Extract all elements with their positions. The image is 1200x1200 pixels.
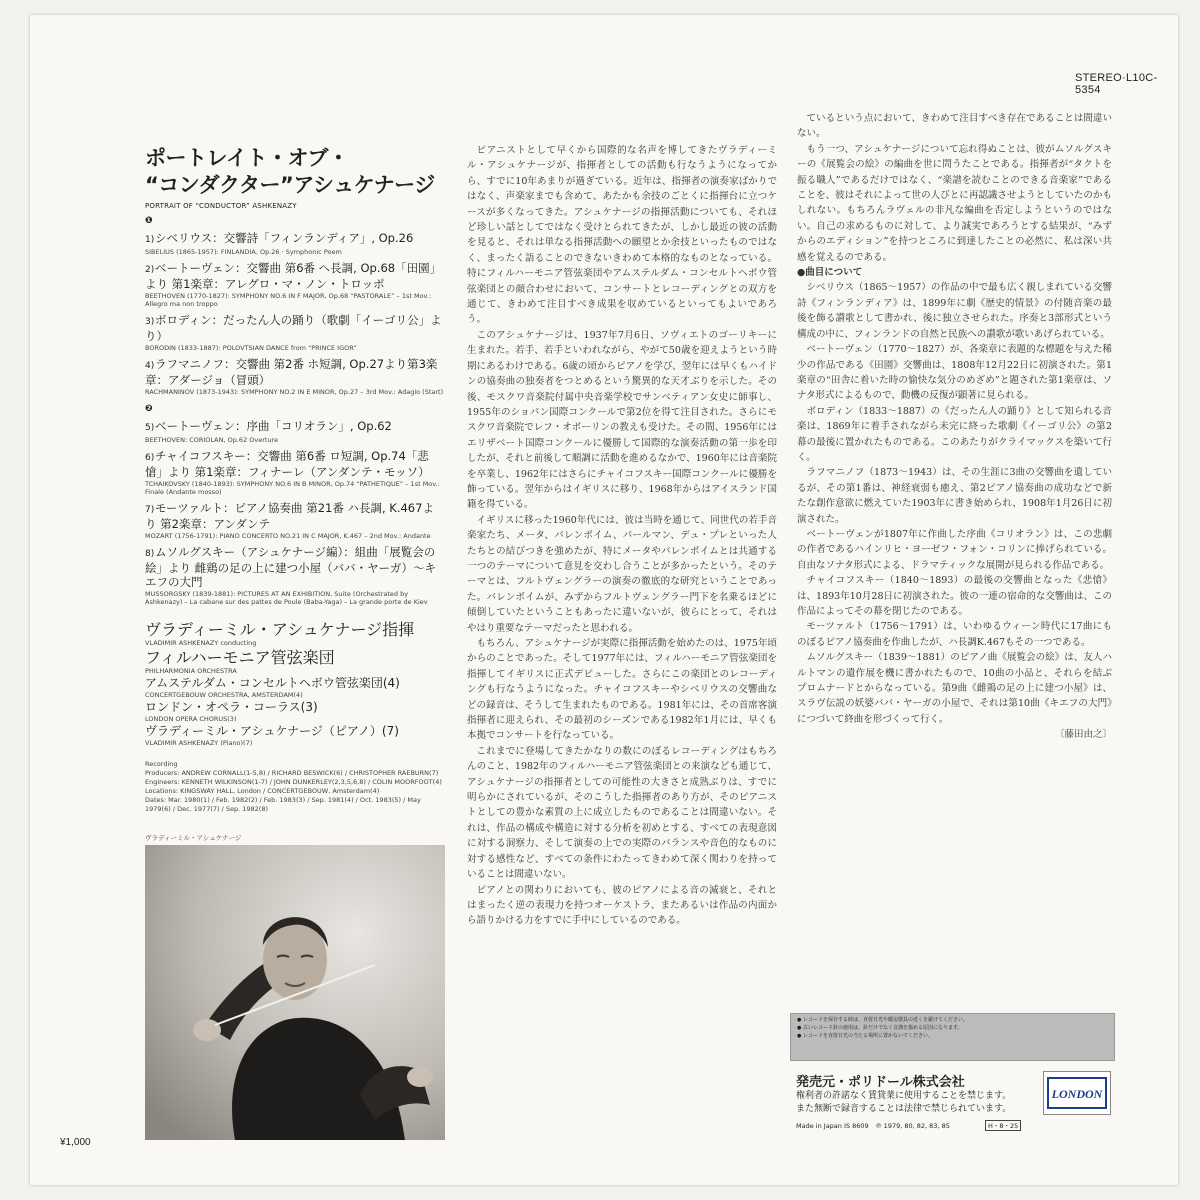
author-signature: 〔藤田由之〕: [1054, 729, 1112, 741]
track-title-jp: [145, 545, 445, 589]
track: [145, 449, 445, 496]
liner-paragraph: シベリウス（1865～1957）の作品の中で最も広く親しまれている交響詩《フィンランディア》は、1899年に劇《歴史的情景》の付随音楽の最後を飾る讃歌として書かれ、後に独立させられた。序奏と3部形式という構成の中に、フィンランドの自然と民族への讃歌が歌いあげられている。: [797, 282, 1112, 340]
liner-paragraph: もちろん、アシュケナージが実際に指揮活動を始めたのは、1975年頃からのことであった。そして1977年には、フィルハーモニア管弦楽団を指揮してイギリスに正式デビューした。さらにこの楽団とのレコーディングも行なうようになった。チャイコフスキーやシベリウスの交響曲などの録音は、そうして生まれたものである。1981年には、その首席客演指揮者に迎えられ、その最初のシーズンである1982年1月には、早くも本拠でコンサートを行なっている。: [467, 638, 777, 742]
performer-en: VLADIMIR ASHKENAZY (Piano)(7): [145, 739, 253, 747]
liner-paragraph: ピアノとの関わりにおいても、彼のピアノによる音の減衰と、それとはまったく逆の表現力を持つオーケストラ、またあるいは作品の内面から語りかける力をすでに手中にしているのである。: [467, 884, 777, 927]
rights-notice: [796, 1090, 1011, 1116]
price: ¥1,000: [60, 1137, 91, 1148]
rights-line-1: 権利者の許諾なく賃貸業に使用することを禁じます。: [796, 1091, 1012, 1101]
track-number: 3): [145, 317, 155, 327]
made-in-japan: Made in Japan IS 8609 ℗ 1979, 80, 82, 83, 85: [796, 1122, 950, 1130]
track: [145, 545, 445, 606]
track-title-jp: [145, 357, 445, 387]
photo-caption: ヴラディーミル・アシュケナージ: [145, 834, 242, 842]
performer-en: CONCERTGEBOUW ORCHESTRA, AMSTERDAM(4): [145, 691, 303, 699]
credit-line: Recording: [145, 760, 178, 768]
liner-paragraph: チャイコフスキー（1840～1893）の最後の交響曲となった《悲愴》は、1893年10月28日に初演された。彼の一連の宿命的な交響曲は、この作品によってその幕を閉じたのである。: [797, 575, 1112, 617]
performer-en: LONDON OPERA CHORUS(3): [145, 715, 237, 723]
performer-en: PHILHARMONIA ORCHESTRA: [145, 667, 237, 675]
performer-en: VLADIMIR ASHKENAZY conducting: [145, 639, 257, 647]
disc-2-tracks: [145, 419, 445, 606]
performer-jp: フィルハーモニア管弦楽団: [145, 648, 335, 667]
performers: [145, 620, 445, 748]
liner-paragraph: ボロディン（1833～1887）の《だったん人の踊り》として知られる音楽は、1869年に着手されながら未完に終った歌劇《イーゴリ公》の第2幕の最後に置かれたものである。このあたりがクライマックスを築いて行く。: [797, 405, 1112, 463]
liner-notes-column-2: [797, 111, 1112, 783]
liner-paragraph: もう一つ、アシュケナージについて忘れ得ぬことは、彼がムソルグスキーの《展覧会の絵》の編曲を世に問うたことである。指揮者が“タクトを振る職人”であるだけではなく、“楽譜を読むことのできる音楽家”であることを、彼はそれによって世の人びとに再認識させようとしていたのかもしれない。もちろんラヴェルの非凡な編曲を否定しようというのではない。自己の求めるものに対して、より誠実であろうとする結果が、“みずからのエディション”を持つところに到達したことの必然に、私は深い共感を覚えるのである。: [797, 143, 1112, 263]
track-title-jp-text: ベートーヴェン：序曲「コリオラン」, Op.62: [155, 419, 392, 433]
catalog-number: STEREO·L10C-5354: [1075, 72, 1158, 96]
track: [145, 313, 445, 352]
liner-notes-column-1: [467, 143, 777, 1153]
track: [145, 231, 445, 256]
track-title-en: MOZART (1756-1791): PIANO CONCERTO NO.21 IN C MAJOR, K.467 – 2nd Mov.: Andante: [145, 532, 431, 540]
track-title-jp-text: ムソルグスキー（アシュケナージ編）：組曲「展覧会の絵」より 雌鶏の足の上に建つ小屋（ババ・ヤーガ）～キエフの大門: [145, 545, 437, 589]
notice-line: ● レコードを保存する時は、直射日光や暖房器具の近くを避けてください。: [797, 1017, 968, 1023]
performer-jp: アムステルダム・コンセルトヘボウ管弦楽団(4): [145, 676, 400, 690]
track-number: 4): [145, 361, 155, 371]
liner-paragraph: ベートーヴェン（1770～1827）が、各楽章に表題的な標題を与えた稀少の作品である《田園》交響曲は、1808年12月22日に初演された。第1楽章の“田舎に着いた時の愉快な気分のめざめ”と題された第1楽章は、ソナタ形式によるもので、動機の反復が顕著に見られる。: [797, 344, 1112, 402]
care-notice: [790, 1013, 1115, 1061]
track-title-jp: [145, 419, 445, 435]
notice-line: ● 古いレコード針の使用は、針だけでなく音溝を傷める原因になります。: [797, 1025, 963, 1031]
album-title-english: PORTRAIT OF “CONDUCTOR” ASHKENAZY: [145, 202, 297, 210]
track-title-en: BEETHOVEN (1770-1827): SYMPHONY NO.6 IN F MAJOR, Op.68 “PASTORALE” – 1st Mov.: Allegro ma non troppo: [145, 292, 432, 308]
liner-paragraph: これまでに登場してきたかなりの数にのぼるレコーディングはもちろんのこと、1982年のフィルハーモニア管弦楽団との来演なども通じて、アシュケナージの指揮者としての可能性の大きさと成熟ぶりは、すでに明らかにされているが、そのこうした指揮者のあり方が、そのピアニストとしての豊かな素質の上に成立したものであることは間違いない。それは、作品の構成や構造に対する分析を初めとする、すべての表現意図に対する洞察力、そして演奏の上での実際のバランスや音色的なものに対する感性など、すべての条件にわたってきわめて深く関わりを持っていることは間違いない。: [467, 745, 777, 881]
notice-line: ● レコードを直射日光の当たる場所に置かないでください。: [797, 1033, 933, 1039]
performer-jp: ロンドン・オペラ・コーラス(3): [145, 700, 318, 714]
liner-paragraph: ているという点において、きわめて注目すべき存在であることは間違いない。: [797, 113, 1112, 140]
liner-paragraph: イギリスに移った1960年代には、彼は当時を通じて、同世代の若手音楽家たち、メータ、バレンボイム、パールマン、デュ・プレといった人たちとの結びつきを強めたが、特にメータやバレンボイムとは共通する一つのテーマについて意見を交わし合うことが多かったという。そのテーマとは、フルトヴェングラーの演奏の徹底的な研究ということであった。バレンボイムが、みずからフルトヴェングラー門下を名乗るほどに傾倒していたということもあったに違いないが、彼らにとって、それはやはり重要なテーマだったと思われる。: [467, 514, 777, 634]
tracklist-column: [145, 145, 445, 814]
rights-line-2: また無断で録音することは法律で禁じられています。: [796, 1104, 1012, 1114]
performer-jp: ヴラディーミル・アシュケナージ指揮: [145, 620, 415, 639]
album-title-line1: ポートレイト・オブ・: [145, 146, 349, 170]
track-title-en: RACHMANINOV (1873-1943): SYMPHONY NO.2 IN E MINOR, Op.27 – 3rd Mov.: Adagio (Start): [145, 388, 444, 396]
credit-line: Producers: ANDREW CORNALL(1-5,8) / RICHARD BESWICK(6) / CHRISTOPHER RAEBURN(7): [145, 769, 439, 777]
liner-paragraph: ムソルグスキー（1839～1881）のピアノ曲《展覧会の絵》は、友人ハルトマンの遺作展を機に書かれたもので、10曲の小品と、それらを結ぶプロムナードとからなっている。第9曲《雌鶏の足の上に建つ小屋》は、スラヴ伝説の妖婆ババ・ヤーガの小屋で、それは第10曲《キエフの大門》につづいて終曲を形づくって行く。: [797, 652, 1112, 725]
conductor-photo-illustration: [145, 845, 445, 1140]
liner-paragraph: ピアニストとして早くから国際的な名声を博してきたヴラディーミル・アシュケナージが、指揮者としての活動も行なうようになってから、すでに10年あまりが過ぎている。近年は、指揮者の演奏家ばかりではなく、声楽家までも含めて、あたかも余技のごとくに指揮台に立つケースが多くなってきた。アシュケナージの指揮活動についても、それほど珍しい話としてではなく受けとられてきたが、しかし最近の彼の活動を見ると、それは単なる指揮活動への願望とか余技といったものではなく、まったく語ることのできないきわめて本格的なものとなっている。特にフィルハーモニア管弦楽団やアムステルダム・コンセルトヘボウ管弦楽団との顔合わせにおいて、コンサートとレコーディングとの双方を通じて、きわめて注目すべき成果を収めているといってもよいであろう。: [467, 145, 777, 326]
track-title-jp: [145, 449, 445, 479]
credit-line: Locations: KINGSWAY HALL, London / CONCERTGEBOUW, Amsterdam(4): [145, 787, 380, 795]
section-heading: ●曲目について: [797, 267, 863, 279]
liner-paragraph: モーツァルト（1756～1791）は、いわゆるウィーン時代に17曲にものぼるピアノ協奏曲を作曲したが、ハ長調K.467もその一つである。: [797, 621, 1112, 648]
liner-paragraph: ラフマニノフ（1873～1943）は、その生涯に3曲の交響曲を遺しているが、その第1番は、神経衰弱も癒え、第2ピアノ協奏曲の成功などで新たな創作意欲に燃えていた1903年に書き始められ、1908年1月26日に初演された。: [797, 467, 1112, 525]
track-title-jp-text: ベートーヴェン：交響曲 第6番 ヘ長調, Op.68「田園」より 第1楽章：アレグロ・マ・ノン・トロッポ: [145, 261, 442, 291]
track-number: 7): [145, 505, 155, 515]
disc-1-tracks: [145, 231, 445, 396]
liner-paragraph: ベートーヴェンが1807年に作曲した序曲《コリオラン》は、この悲劇の作者であるハインリヒ・ヨーゼフ・フォン・コリンに捧げられている。自由なソナタ形式による、ドラマティックな展開が見られる作品である。: [797, 528, 1112, 571]
track-title-jp-text: チャイコフスキー：交響曲 第6番 ロ短調, Op.74「悲愴」より 第1楽章：フィナーレ（アンダンテ・モッソ）: [145, 449, 430, 479]
track-title-jp: [145, 231, 445, 247]
credit-line: Dates: Mar. 1980(1) / Feb. 1982(2) / Feb. 1983(3) / Sep. 1981(4) / Oct. 1983(5) / May 1979(6) / Dec. 1977(7) / Sep. 1982(8): [145, 796, 421, 813]
track-title-jp: [145, 313, 445, 343]
conductor-photo: [145, 845, 445, 1140]
london-logo-text: LONDON: [1051, 1087, 1103, 1101]
track-title-en: BORODIN (1833-1887): POLOVTSIAN DANCE from “PRINCE IGOR”: [145, 344, 357, 352]
credit-line: Engineers: KENNETH WILKINSON(1-7) / JOHN DUNKERLEY(2,3,5,6,8) / COLIN MOORFOOT(4): [145, 778, 442, 786]
track: [145, 501, 445, 540]
disc-2-label: ❷: [145, 404, 153, 414]
track-title-en: MUSSORGSKY (1839-1881): PICTURES AT AN EXHIBITION, Suite (Orchestrated by Ashkenazy) – La cabane sur des pattes de Poule (Baba-Yaga) – La grande porte de Kiev: [145, 590, 428, 606]
album-title-line2: “コンダクター”アシュケナージ: [145, 173, 435, 197]
track-title-jp-text: ボロディン：だったん人の踊り（歌劇「イーゴリ公」より）: [145, 313, 442, 343]
track: [145, 419, 445, 444]
disc-1-label: ❶: [145, 216, 153, 226]
publisher: 発売元・ポリドール株式会社: [796, 1075, 965, 1090]
track-number: 2): [145, 265, 155, 275]
track-number: 5): [145, 423, 155, 433]
track-title-en: BEETHOVEN: CORIOLAN, Op.62 Overture: [145, 436, 279, 444]
track-title-jp: [145, 261, 445, 291]
track-number: 8): [145, 549, 155, 559]
track-title-jp-text: ラフマニノフ：交響曲 第2番 ホ短調, Op.27より第3楽章：アダージョ（冒頭）: [145, 357, 438, 387]
track-number: 1): [145, 235, 155, 245]
track-title-en: TCHAIKOVSKY (1840-1893): SYMPHONY NO.6 IN B MINOR, Op.74 “PATHETIQUE” – 1st Mov.: Finale (Andante mosso): [145, 480, 440, 496]
liner-paragraph: このアシュケナージは、1937年7月6日、ソヴィエトのゴーリキーに生まれた。若手、若手といわれながら、やがて50歳を迎えようという時期にあるわけである。6歳の頃からピアノを学び、翌年には早くもハイドンの協奏曲の独奏者をつとめるという驚異的な天才ぶりを示した。その後、モスクワ音楽院付属中央音楽学校でサンベティアン女史に師事し、1955年のショパン国際コンクールで第2位を得て注目された。さらにモスクワ音楽院でレフ・オボーリンの教えも受けた。その間、1956年にはエリザベート国際コンクールに優勝して国際的な演奏活動の第一歩を印したが、それと前後して順調に活動を進めるなかで、1960年には音楽院を卒業し、1962年にはさらにチャイコフスキー国際コンクールに優勝を飾っている。翌年からはイギリスに移り、1968年からはアイスランド国籍を得ている。: [467, 329, 777, 511]
track-title-jp: [145, 501, 445, 531]
track: [145, 261, 445, 308]
london-logo: [1043, 1071, 1111, 1115]
track-title-jp-text: モーツァルト：ピアノ協奏曲 第21番 ハ長調, K.467より 第2楽章：アンダンテ: [145, 501, 434, 531]
recording-credits: [145, 760, 445, 814]
track: [145, 357, 445, 396]
track-title-en: SIBELIUS (1865-1957): FINLANDIA, Op.26 · Symphonic Poem: [145, 248, 342, 256]
album-title: [145, 145, 445, 199]
label-info: [790, 1013, 1115, 1158]
performer-jp: ヴラディーミル・アシュケナージ（ピアノ）(7): [145, 724, 399, 738]
track-title-jp-text: シベリウス：交響詩「フィンランディア」, Op.26: [155, 231, 414, 245]
print-code: H・8・25: [985, 1120, 1021, 1131]
album-back-cover: [30, 15, 1178, 1185]
track-number: 6): [145, 453, 155, 463]
